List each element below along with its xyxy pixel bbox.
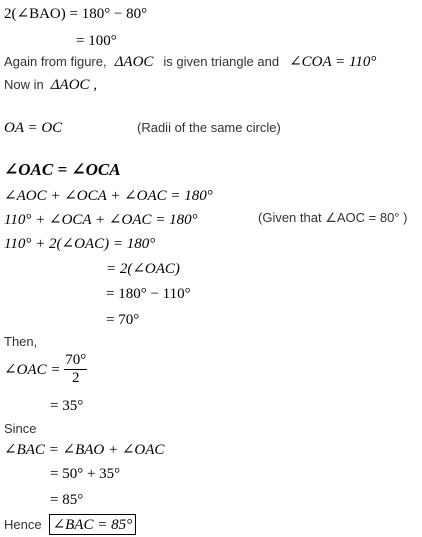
frac-numerator: 70° (65, 352, 87, 368)
equals-2oac (106, 259, 180, 278)
angle-sum-equation (4, 186, 213, 205)
math-coa-110: ∠COA = 110° (289, 54, 377, 70)
oac-fraction (4, 352, 87, 387)
text-then: Then, (4, 334, 38, 349)
equals-85 (50, 492, 83, 509)
equation-2bao (4, 4, 147, 23)
equals-70 (106, 312, 139, 329)
eq-180-110-text: = 180° − 110° (106, 286, 191, 302)
eq-100-text: = 100° (76, 33, 117, 49)
given-note (258, 210, 407, 226)
oac-equals-oca (4, 160, 121, 180)
text-radii: (Radii of the same circle) (137, 120, 281, 135)
math-oa-oc-text: OA = OC (4, 120, 63, 136)
eq-substituted-text: 110° + ∠OCA + ∠OAC = 180° (4, 212, 198, 228)
frac-denominator: 2 (71, 370, 80, 386)
eq-2bao-text: 2(∠BAO) = 180° − 80° (4, 6, 148, 22)
since-label (4, 421, 37, 436)
equals-35 (50, 398, 83, 415)
eq-angle-sum-text: ∠AOC + ∠OCA + ∠OAC = 180° (4, 188, 213, 204)
eq-equals-2oac-text: = 2(∠OAC) (106, 261, 180, 277)
now-in-line (4, 76, 97, 94)
text-now-in: Now in (4, 77, 44, 92)
text-given-triangle: is given triangle and (163, 54, 280, 69)
hence-line (4, 514, 136, 535)
frac-lhs: ∠OAC = (4, 362, 61, 378)
equals-50-plus-35 (50, 466, 120, 483)
equals-180-minus-110 (106, 286, 191, 303)
eq-35-text: = 35° (50, 398, 84, 414)
eq-bac-sum-text: ∠BAC = ∠BAO + ∠OAC (4, 442, 165, 458)
fraction (64, 352, 87, 387)
bac-sum-equation (4, 440, 164, 459)
then-label (4, 334, 37, 349)
text-again-from-figure: Again from figure, (4, 54, 107, 69)
two-oac-equation (4, 234, 155, 253)
text-hence: Hence (4, 517, 42, 532)
math-now-aoc: ΔAOC , (50, 77, 98, 93)
again-from-figure-line (4, 52, 376, 71)
radii-note (137, 120, 281, 135)
equation-100 (76, 33, 117, 50)
eq-50-35-text: = 50° + 35° (50, 466, 121, 482)
text-given-that: (Given that ∠AOC = 80° ) (258, 210, 408, 225)
math-triangle-aoc: ΔAOC (114, 54, 154, 70)
math-oac-oca-text: ∠OAC = ∠OCA (4, 160, 121, 179)
eq-70-text: = 70° (106, 312, 140, 328)
eq-85-text: = 85° (50, 492, 84, 508)
oa-equals-oc (4, 120, 62, 137)
text-since: Since (4, 421, 37, 436)
substituted-equation (4, 210, 198, 229)
final-answer-box: ∠BAC = 85° (49, 514, 137, 535)
eq-two-oac-text: 110° + 2(∠OAC) = 180° (4, 236, 156, 252)
